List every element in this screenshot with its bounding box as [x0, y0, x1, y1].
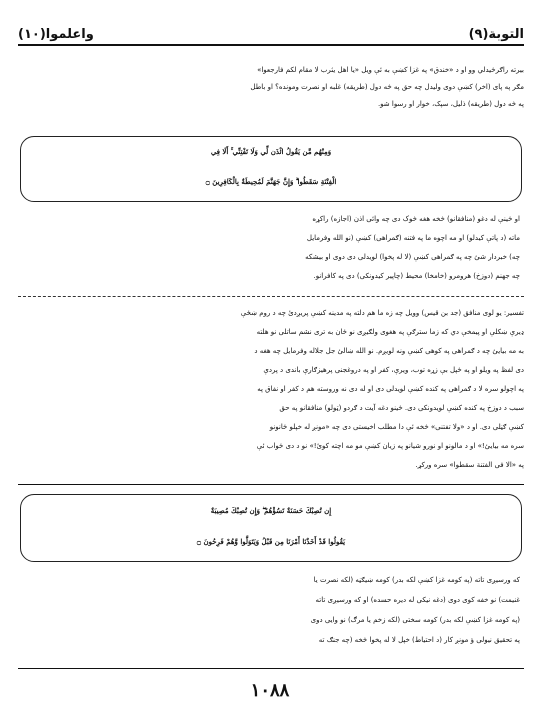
verse-line: وَمِنْهُم مَّن يَقُولُ ائْذَن لِّي وَلَا تَفْتِنِّي ۚ أَلَا فِي: [210, 147, 332, 156]
translation-line: او ځینې له دغو (منافقانو) څخه هغه څوک دی چه وائی اذن (اجازه) راکړه: [312, 215, 520, 223]
translation-line: غنیمت) نو خفه کوی دوی (دغه نیکی له دیره حسده) او که ورسیږی تاته: [315, 596, 520, 604]
intro-line: بیرته راګرځیدلي وو او د «خندق» په غزا کښې به ئې ویل «یا اهل یثرب لا مقام لکم فارجعوا»: [257, 66, 524, 74]
tafsir-paragraph: [18, 304, 524, 475]
section-divider: [18, 296, 524, 297]
tafsir-line: سره مه بیایئ!» او د مالونو او نورو شیانو په زیان کښې مو مه اچته کوئ!» نو د دی ځواب ئې: [256, 442, 524, 450]
page-number: ۱۰۸۸: [250, 680, 290, 701]
translation-line: چه جهنم (دوزخ) هرومرو (خامخا) محیط (چاپیر کیدونکی) دی په کافرانو.: [313, 272, 520, 280]
verse-line: الْفِتْنَةِ سَقَطُوا ۗ وَإِنَّ جَهَنَّمَ لَمُحِيطَةٌ بِالْكَافِرِينَ ۝: [205, 177, 337, 186]
intro-line: په څه دول (طریقه) ذلیل، سپک، خوار او رسوا شو.: [377, 100, 524, 108]
verse-box-2: [20, 494, 522, 562]
intro-paragraph: [18, 62, 524, 113]
translation-paragraph-1: [20, 210, 520, 286]
tafsir-line: کښې ګڼلی دی. او د «ولا تفتنی» څخه ئې دا مطلب اخیستی دی چه «مونږ له خپلو ځانونو: [269, 423, 524, 431]
tafsir-line: تفسیر: یو لوی منافق (جد بن قیس) وویل چه زه ما هم دلته په مدینه کښې پریږدئ چه د روم ښځې: [240, 309, 524, 317]
footer-divider: [18, 668, 524, 669]
tafsir-line: دی لفظ په ویلو او په ځپل بې زړه توب، ویرې، کفر او په دروغجنی پرهیزګارې باندی د پردې: [263, 366, 524, 374]
translation-paragraph-2: [20, 570, 520, 650]
tafsir-line: په «الا فی الفتنة سقطوا» سره ورکړ.: [415, 461, 524, 469]
tafsir-line: سبب د دوزخ په کنده کښې لویدونکی دی. ځینو دغه آیت د ګردو (ټولو) منافقانو په حق: [279, 404, 524, 412]
tafsir-line: په اچولو سره لا د ګمراهی په کنده کښې لویدلی دی او له دی نه وروسته هم د کفر او نفاق په: [257, 385, 524, 393]
verse-line: إِن تُصِبْكَ حَسَنَةٌ تَسُؤْهُمْ ۖ وَإِن تُصِبْكَ مُصِيبَةٌ: [210, 506, 332, 515]
translation-line: (په کومه غزا کښې لکه بدر) کومه سختی (لکه زخم یا مرګ) نو وایی دوی: [310, 616, 520, 624]
intro-line: مګر په پای (اخر) کښې دوی ولیدل چه حق په څه دول (طریقه) غلبه او نصرت ومونده؟ او باطل: [250, 83, 524, 91]
verse-box-1: [20, 136, 522, 202]
verse-line: يَقُولُوا قَدْ أَخَذْنَا أَمْرَنَا مِن قَبْلُ وَيَتَوَلَّوا وَّهُمْ فَرِحُونَ ۝: [196, 537, 346, 546]
translation-line: چه) خبردار شئ چه په ګمراهی کښې (لا له پخوا) لویدلی دی دوی او بیشکه: [305, 253, 520, 261]
section-divider: [18, 484, 524, 485]
juz-label: واعلموا(۱۰): [18, 27, 94, 42]
translation-line: که ورسیږی تاته (په کومه غزا کښې لکه بدر) کومه ښیګڼه (لکه نصرت یا: [313, 576, 520, 584]
tafsir-line: به مه بیایئ چه د ګمراهی په کوهی کښې ونه لویږم. نو الله ښالئ جل جلاله وفرمایل چه هغه د: [254, 347, 524, 355]
translation-line: په تحقیق نیولی ؤ مونږ کار (د احتیاط) خپل لا له پخوا څخه (چه جنګ ته: [318, 636, 520, 644]
tafsir-line: ډیرې ښکلې او پیمخې دي که زما سترګې په هغوی ولګیږی نو ځان به تری نشم ساتلی نو هلته: [256, 328, 524, 336]
surah-label: التوبة(۹): [468, 27, 524, 42]
translation-line: ماته (د پاتې کیدلو) او مه اچوه ما په فتنه (ګمراهی) کښې (نو الله وفرمایل: [306, 234, 520, 242]
page-header: [18, 16, 524, 46]
